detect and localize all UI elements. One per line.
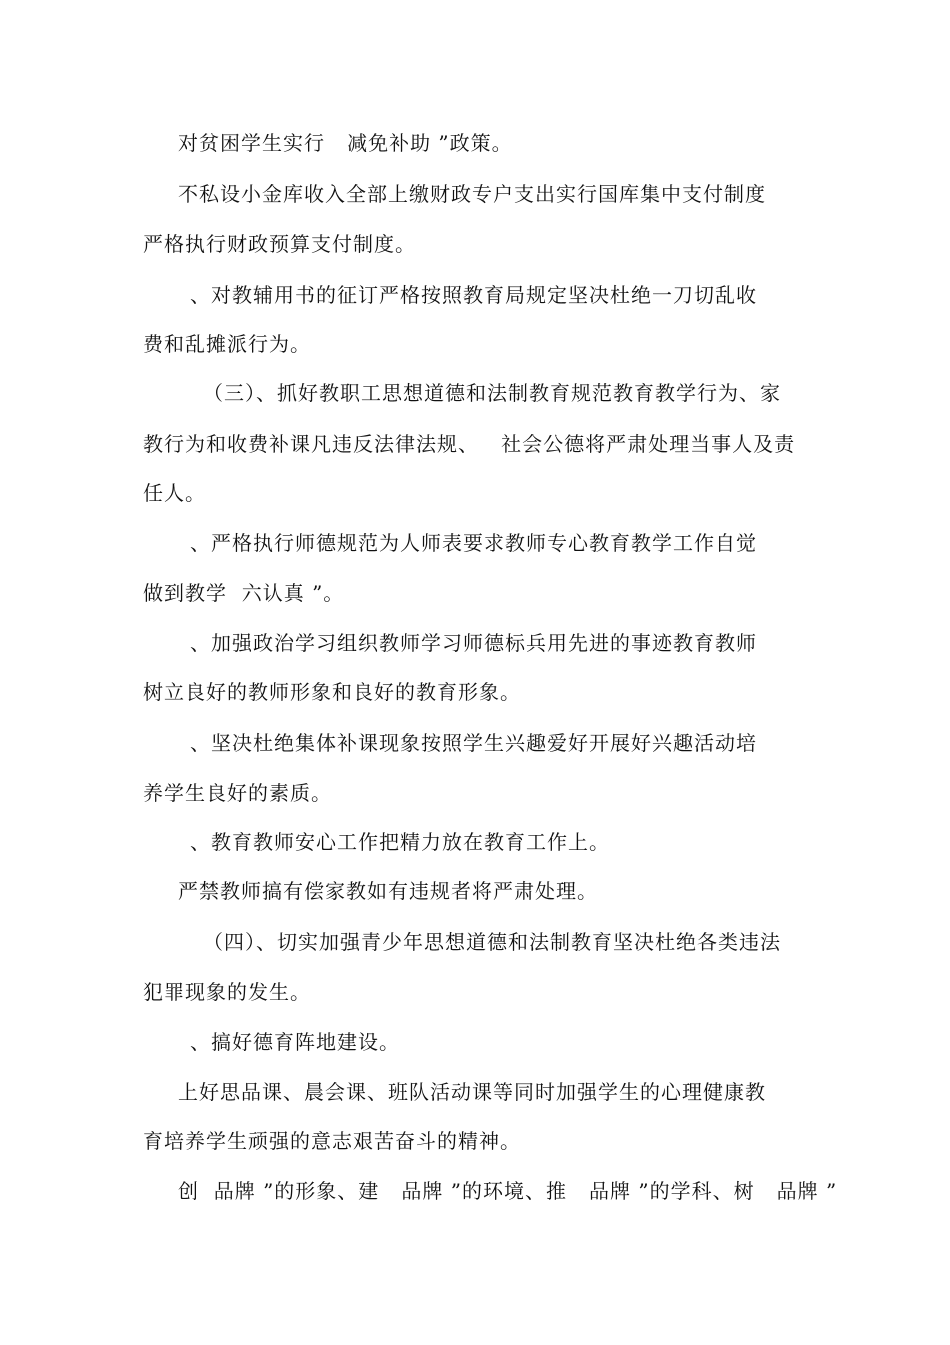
text-line: 、教育教师安心工作把精力放在教育工作上。 — [190, 830, 610, 854]
text-line: 不私设小金库收入全部上缴财政专户支出实行国库集中支付制度 — [178, 182, 766, 206]
text-line: 犯罪现象的发生。 — [143, 980, 311, 1004]
text-line: 严格执行财政预算支付制度。 — [143, 232, 416, 256]
text-line: （四）、切实加强青少年思想道德和法制教育坚决杜绝各类违法 — [203, 930, 781, 954]
text-line: 做到教学 六认真 ”。 — [143, 581, 345, 605]
text-line: 树立良好的教师形象和良好的教育形象。 — [143, 680, 521, 704]
text-line: 、搞好德育阵地建设。 — [190, 1030, 400, 1054]
text-line: 创 品牌 ”的形象、建 品牌 ”的环境、推 品牌 ”的学科、树 品牌 ” — [178, 1179, 838, 1203]
text-line: 严禁教师搞有偿家教如有违规者将严肃处理。 — [178, 879, 598, 903]
text-line: 、坚决杜绝集体补课现象按照学生兴趣爱好开展好兴趣活动培 — [190, 731, 757, 755]
text-line: 、严格执行师德规范为人师表要求教师专心教育教学工作自觉 — [190, 531, 757, 555]
text-line: （三）、抓好教职工思想道德和法制教育规范教育教学行为、家 — [203, 381, 781, 405]
text-line: 育培养学生顽强的意志艰苦奋斗的精神。 — [143, 1129, 521, 1153]
text-line: 教行为和收费补课凡违反法律法规、 社会公德将严肃处理当事人及责 — [143, 432, 796, 456]
text-line: 养学生良好的素质。 — [143, 781, 332, 805]
text-line: 任人。 — [143, 481, 206, 505]
text-line: 、对教辅用书的征订严格按照教育局规定坚决杜绝一刀切乱收 — [190, 283, 757, 307]
text-line: 对贫困学生实行 减免补助 ”政策。 — [178, 131, 513, 155]
text-line: 费和乱摊派行为。 — [143, 332, 311, 356]
text-line: 上好思品课、晨会课、班队活动课等同时加强学生的心理健康教 — [178, 1080, 766, 1104]
text-line: 、加强政治学习组织教师学习师德标兵用先进的事迹教育教师 — [190, 631, 757, 655]
